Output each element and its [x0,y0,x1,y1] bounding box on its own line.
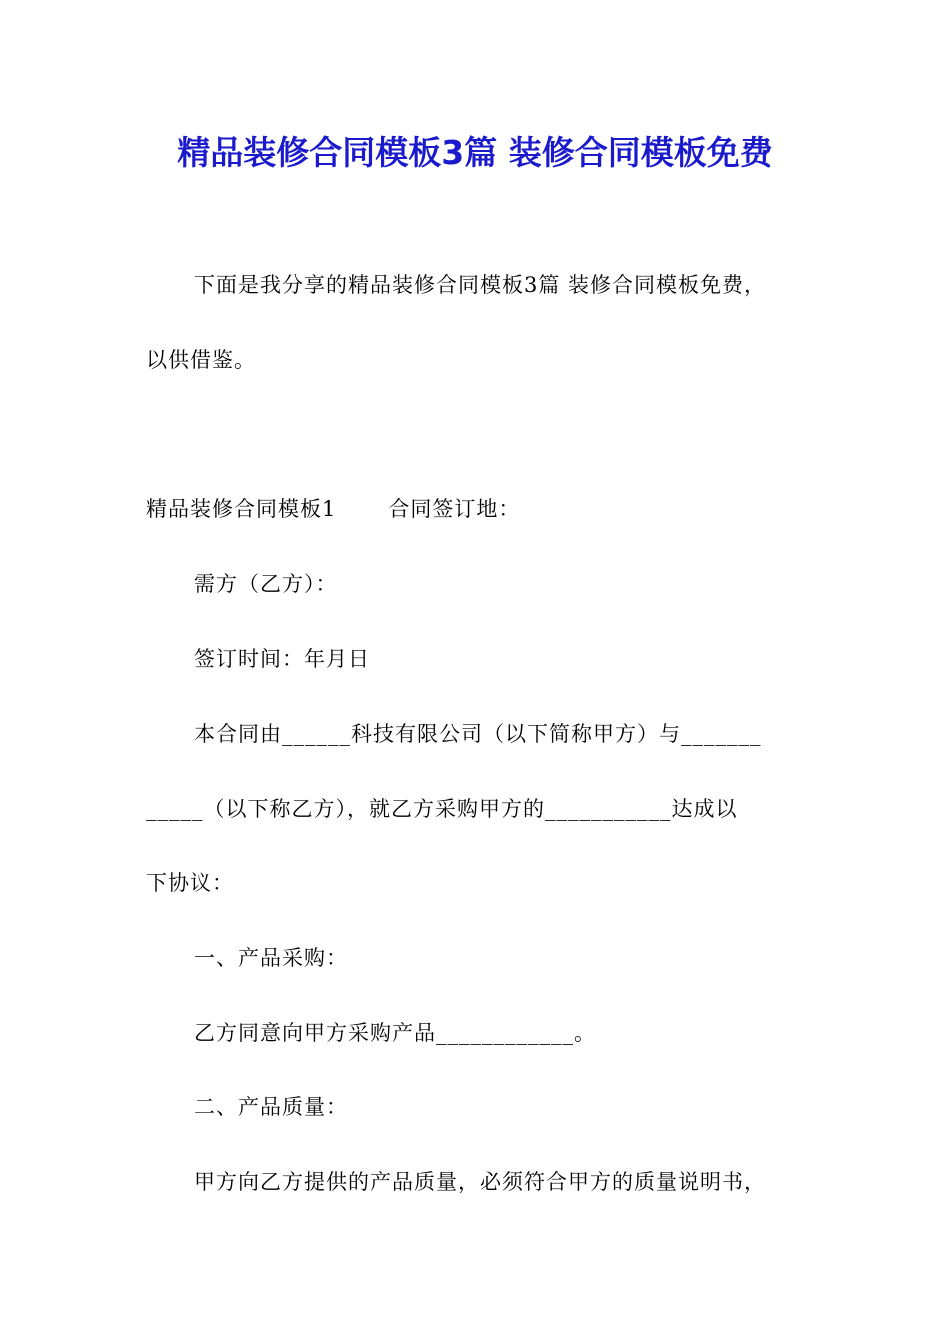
paragraph-1-line-2: _____（以下称乙方），就乙方采购甲方的___________达成以 [146,797,738,821]
item-2-text: 甲方向乙方提供的产品质量，必须符合甲方的质量说明书， [194,1170,766,1194]
intro-line-1: 下面是我分享的精品装修合同模板3篇 装修合同模板免费， [194,273,767,297]
item-1-heading: 一、产品采购： [194,946,348,970]
sign-place-label: 合同签订地： [388,497,521,521]
intro-line-2: 以供借鉴。 [146,348,256,372]
sign-time-label: 签订时间：年月日 [194,647,370,671]
section-heading: 精品装修合同模板1 [146,497,337,521]
item-1-text: 乙方同意向甲方采购产品____________。 [194,1021,596,1045]
item-2-heading: 二、产品质量： [194,1095,348,1119]
document-title: 精品装修合同模板3篇 装修合同模板免费 [177,133,773,172]
paragraph-1-line-3: 下协议： [146,871,234,895]
paragraph-1-line-1: 本合同由______科技有限公司（以下简称甲方）与_______ [194,722,762,746]
section-heading-row [146,494,520,524]
buyer-label: 需方（乙方）： [194,572,338,596]
